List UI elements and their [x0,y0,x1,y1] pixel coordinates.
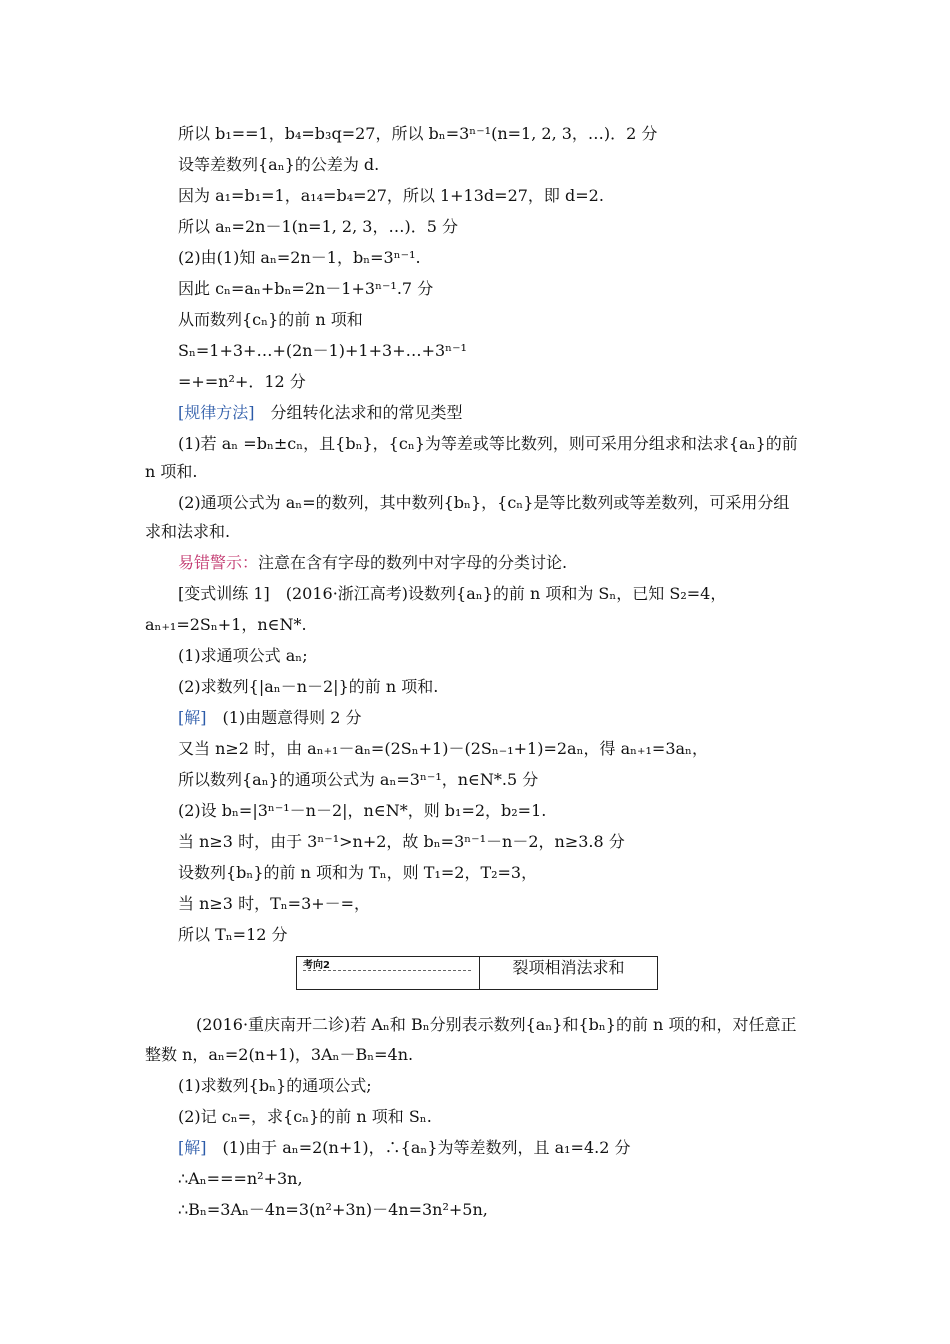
method-heading: [规律方法] 分组转化法求和的常见类型 [178,403,463,422]
text-line: 所以 b₁==1，b₄=b₃q=27，所以 bₙ=3ⁿ⁻¹(n=1, 2, 3，…)．2 分 [178,124,658,143]
text-line: [变式训练 1] (2016·浙江高考)设数列{aₙ}的前 n 项和为 Sₙ，已知 S₂=4， [178,584,727,603]
text-line: ∴Aₙ===n²+3n, [178,1169,303,1188]
section-tag-cell [297,957,480,989]
text-line: =+=n²+．12 分 [178,372,306,391]
solution-tag: [解] [178,708,207,727]
solution-tag: [解] [178,1138,207,1157]
text-line: 当 n≥3 时，Tₙ=3+－=， [178,894,371,913]
dashed-divider [303,970,471,971]
section-title: 裂项相消法求和 [512,958,625,977]
method-tag: [规律方法] [178,403,255,422]
text-line: n 项和. [145,462,198,481]
text-line: 因此 cₙ=aₙ+bₙ=2n－1+3ⁿ⁻¹.7 分 [178,279,434,298]
warning-tag: 易错警示： [178,553,259,572]
solution-line: [解] (1)由题意得则 2 分 [178,708,362,727]
text-line: 所以 Tₙ=12 分 [178,925,288,944]
text-line: (2)求数列{|aₙ－n－2|}的前 n 项和. [178,677,439,696]
text-line: 又当 n≥2 时，由 aₙ₊₁－aₙ=(2Sₙ+1)－(2Sₙ₋₁+1)=2aₙ，得 aₙ₊₁=3aₙ， [178,739,708,758]
section-tag: 考向2 [303,960,330,971]
text-line: (1)求通项公式 aₙ; [178,646,308,665]
text-line: (1)若 aₙ =bₙ±cₙ，且{bₙ}，{cₙ}为等差或等比数列，则可采用分组求和法求{aₙ}的前 [178,434,798,453]
text-line: aₙ₊₁=2Sₙ+1，n∈N*. [145,615,307,634]
text-line: 当 n≥3 时，由于 3ⁿ⁻¹>n+2，故 bₙ=3ⁿ⁻¹－n－2，n≥3.8 分 [178,832,625,851]
section-heading-box [296,956,658,990]
solution-line: [解] (1)由于 aₙ=2(n+1)，∴{aₙ}为等差数列，且 a₁=4.2 分 [178,1138,631,1157]
warning-line: 易错警示：注意在含有字母的数列中对字母的分类讨论. [178,553,568,572]
text-line: (2)设 bₙ=|3ⁿ⁻¹－n－2|，n∈N*，则 b₁=2，b₂=1. [178,801,547,820]
text-line: (2016·重庆南开二诊)若 Aₙ和 Bₙ分别表示数列{aₙ}和{bₙ}的前 n 项的和，对任意正 [196,1015,797,1034]
text-line: 因为 a₁=b₁=1，a₁₄=b₄=27，所以 1+13d=27，即 d=2. [178,186,604,205]
text-line: Sₙ=1+3+…+(2n－1)+1+3+…+3ⁿ⁻¹ [178,341,467,360]
text-line: 所以 aₙ=2n－1(n=1, 2, 3，…)．5 分 [178,217,458,236]
text-line: 所以数列{aₙ}的通项公式为 aₙ=3ⁿ⁻¹，n∈N*.5 分 [178,770,539,789]
text-line: (2)记 cₙ=，求{cₙ}的前 n 项和 Sₙ. [178,1107,432,1126]
text-line: 整数 n，aₙ=2(n+1)，3Aₙ－Bₙ=4n. [145,1045,414,1064]
text-line: 求和法求和. [145,522,231,541]
text-line: (2)通项公式为 aₙ=的数列，其中数列{bₙ}，{cₙ}是等比数列或等差数列，可采用分组 [178,493,790,512]
text-line: 设数列{bₙ}的前 n 项和为 Tₙ，则 T₁=2，T₂=3， [178,863,538,882]
text-line: 从而数列{cₙ}的前 n 项和 [178,310,363,329]
text-line: ∴Bₙ=3Aₙ－4n=3(n²+3n)－4n=3n²+5n, [178,1200,488,1219]
text-line: (2)由(1)知 aₙ=2n－1，bₙ=3ⁿ⁻¹. [178,248,421,267]
text-line: 设等差数列{aₙ}的公差为 d. [178,155,380,174]
text-line: (1)求数列{bₙ}的通项公式; [178,1076,372,1095]
